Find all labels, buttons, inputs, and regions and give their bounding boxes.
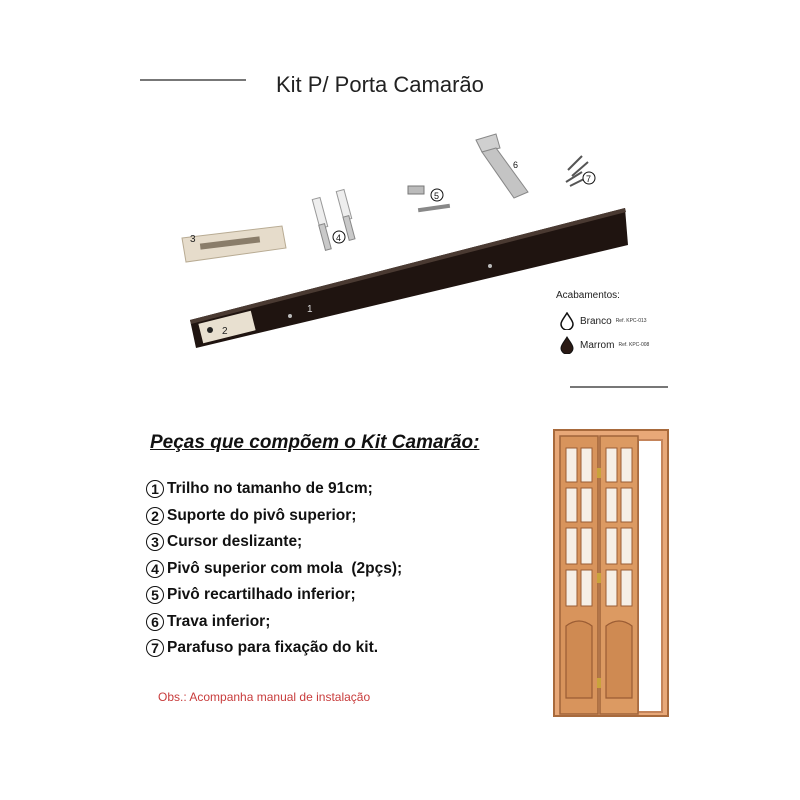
list-item <box>146 503 402 530</box>
callout-2: 2 <box>222 326 228 337</box>
brown-drop-icon <box>560 336 574 354</box>
list-item <box>146 609 402 636</box>
item-number: 6 <box>146 613 164 631</box>
item-number: 7 <box>146 639 164 657</box>
item-text: Suporte do pivô superior; <box>167 506 357 524</box>
header-rule-left <box>140 79 246 81</box>
installation-note: Obs.: Acompanha manual de instalação <box>158 690 371 704</box>
list-item <box>146 476 402 503</box>
white-drop-icon <box>560 312 574 330</box>
finishes-rule <box>570 386 668 388</box>
page-title: Kit P/ Porta Camarão <box>276 72 484 97</box>
list-item <box>146 635 402 662</box>
folding-door-illustration <box>552 428 670 718</box>
finish-code: Ref. KPC-013 <box>615 318 647 324</box>
parts-list-title: Peças que compõem o Kit Camarão: <box>150 432 480 453</box>
item-number: 4 <box>146 560 164 578</box>
callout-1: 1 <box>307 304 313 315</box>
item-text: Pivô superior com mola (2pçs); <box>167 559 403 577</box>
item-number: 5 <box>146 586 164 604</box>
item-text: Cursor deslizante; <box>167 533 303 551</box>
item-number: 2 <box>146 507 164 525</box>
finish-name: Marrom <box>580 339 615 351</box>
finish-option-branco <box>560 309 696 333</box>
finishes-heading: Acabamentos: <box>556 290 620 301</box>
callout-3: 3 <box>190 234 196 245</box>
callout-4: 4 <box>336 233 342 243</box>
item-text: Trava inferior; <box>167 612 271 630</box>
callout-5: 5 <box>434 191 440 201</box>
item-text: Trilho no tamanho de 91cm; <box>167 480 373 498</box>
bottom-pivot-part <box>408 186 450 212</box>
finish-name: Branco <box>580 315 612 327</box>
item-number: 1 <box>146 480 164 498</box>
finishes-legend <box>556 290 696 357</box>
list-item <box>146 582 402 609</box>
item-text: Parafuso para fixação do kit. <box>167 639 379 657</box>
item-text: Pivô recartilhado inferior; <box>167 586 356 604</box>
finish-code: Ref. KPC-008 <box>618 342 650 348</box>
lower-lock-part <box>476 134 528 198</box>
callout-7: 7 <box>586 174 592 184</box>
finish-option-marrom <box>560 333 696 357</box>
callout-6: 6 <box>513 160 519 170</box>
parts-list <box>146 476 402 662</box>
top-pivot-part <box>312 189 355 250</box>
list-item <box>146 556 402 583</box>
list-item <box>146 529 402 556</box>
cursor-part <box>182 226 286 262</box>
item-number: 3 <box>146 533 164 551</box>
